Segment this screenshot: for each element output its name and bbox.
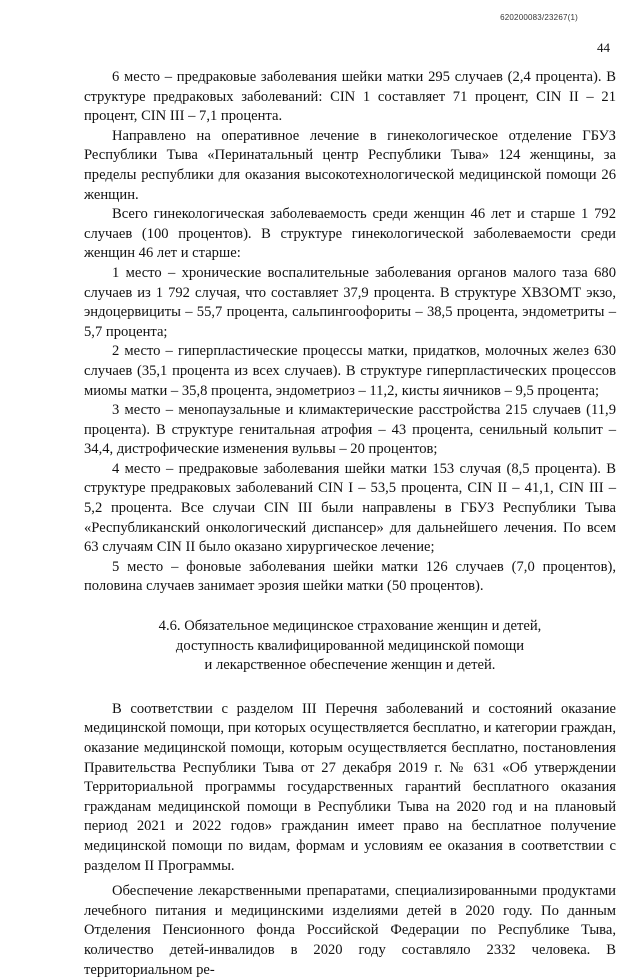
document-id: 620200083/23267(1) <box>500 13 578 22</box>
paragraph: Всего гинекологическая заболеваемость среди женщин 46 лет и старше 1 792 случаев (100 процентов). В структуре гинекологической заболеваемости среди женщин 46 лет и старше: <box>84 206 616 262</box>
page-number: 44 <box>597 40 610 55</box>
document-body <box>84 68 616 980</box>
paragraph: 1 место – хронические воспалительные заболевания органов малого таза 680 случаев из 1 792 случая, что составляет 37,9 процента. В структуре ХВЗОМТ экзо, эндоцервициты – 55,7 процента, сальпингоофориты – 38,5 процента, эндометриты – 5,7 процента; <box>84 264 616 340</box>
section-heading <box>84 617 616 676</box>
paragraph: 4 место – предраковые заболевания шейки матки 153 случая (8,5 процента). В структуре предраковых заболеваний CIN I – 53,5 процента, CIN II – 41,1, CIN III – 5,2 процента. Все случаи CIN III были направлены в ГБУЗ Республики Тыва «Республиканский онкологический диспансер» для дальнейшего лечения. По всем 63 случаям CIN II было оказано хирургическое лечение; <box>84 460 616 556</box>
paragraph: В соответствии с разделом III Перечня заболеваний и состояний оказание медицинской помощи, при которых осуществляется бесплатно, и категории граждан, оказание медицинской помощи, которым осуществляется бесплатно, постановления Правительства Республики Тыва от 27 декабря 2019 г. № 631 «Об утверждении Территориальной программы государственных гарантий бесплатного оказания гражданам медицинской помощи в Республики Тыва на 2020 год и на плановый период 2021 и 2022 годов» гражданин имеет право на бесплатное получение медицинской помощи по видам, формам и условиям ее оказания в соответствии с разделом II Программы. <box>84 700 616 874</box>
paragraph: 5 место – фоновые заболевания шейки матки 126 случаев (7,0 процентов), половина случаев занимает эрозия шейки матки (50 процентов). <box>84 558 616 595</box>
paragraph: 6 место – предраковые заболевания шейки матки 295 случаев (2,4 процента). В структуре предраковых заболеваний: CIN 1 составляет 71 процент, CIN II – 21 процент, CIN III – 7,1 процента. <box>84 69 616 125</box>
paragraph: Обеспечение лекарственными препаратами, специализированными продуктами лечебного питания и медицинскими изделиями детей в 2020 году. По данным Отделения Пенсионного фонда Российской Федерации по Республике Тыва, количество детей-инвалидов в 2020 году составляло 2332 человека. В территориальном ре- <box>84 883 616 978</box>
section-heading-line: доступность квалифицированной медицинской помощи <box>175 637 525 654</box>
paragraph: Направлено на оперативное лечение в гинекологическое отделение ГБУЗ Республики Тыва «Перинатальный центр Республики Тыва» 124 женщины, за пределы республики для оказания высокотехнологической медицинской помощи 26 женщин. <box>84 127 616 203</box>
section-heading-line: 4.6. Обязательное медицинское страхование женщин и детей, <box>158 618 542 635</box>
paragraph: 2 место – гиперпластические процессы матки, придатков, молочных желез 630 случаев (35,1 процента из всех случаев). В структуре гиперпластических процессов миомы матки – 35,8 процента, эндометриоз – 11,2, кисты яичников – 9,5 процента; <box>84 343 616 399</box>
paragraph: 3 место – менопаузальные и климактерические расстройства 215 случаев (11,9 процента). В структуре генитальная атрофия – 43 процента, сенильный кольпит – 34,4, дистрофические изменения вульвы – 20 процентов; <box>84 402 616 458</box>
section-heading-line: и лекарственное обеспечение женщин и детей. <box>204 657 496 674</box>
